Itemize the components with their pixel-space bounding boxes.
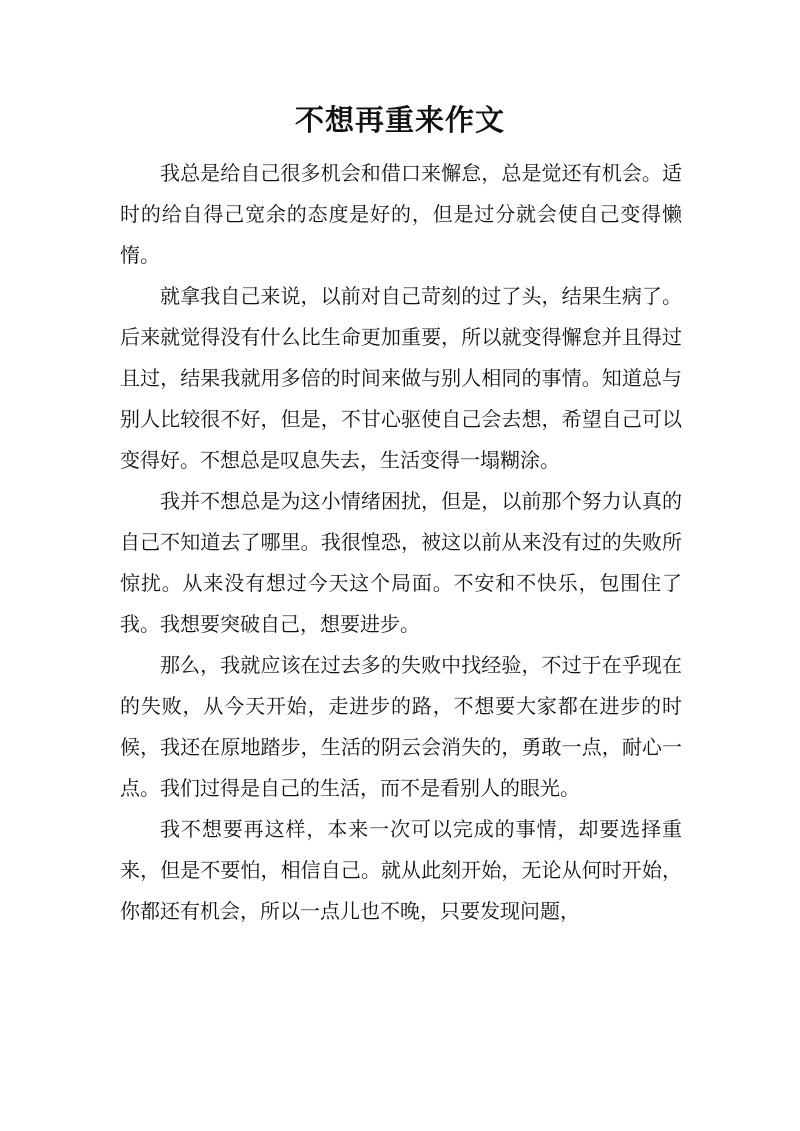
document-body (120, 153, 682, 932)
paragraph-1: 我总是给自己很多机会和借口来懈怠，总是觉还有机会。适时的给自得己宽余的态度是好的，但是过分就会使自己变得懒惰。 (120, 161, 682, 267)
document-title: 不想再重来作文 (294, 103, 505, 137)
paragraph-3: 我并不想总是为这小情绪困扰，但是，以前那个努力认真的自己不知道去了哪里。我很惶恐，被这以前从来没有过的失败所惊扰。从来没有想过今天这个局面。不安和不快乐，包围住了我。我想要突破自己，想要进步。 (120, 489, 682, 636)
paragraph-5: 我不想要再这样，本来一次可以完成的事情，却要选择重来，但是不要怕，相信自己。就从此刻开始，无论从何时开始，你都还有机会，所以一点儿也不晚，只要发现问题， (120, 817, 682, 923)
paragraph-4: 那么，我就应该在过去多的失败中找经验，不过于在乎现在的失败，从今天开始，走进步的路，不想要大家都在进步的时候，我还在原地踏步，生活的阴云会消失的，勇敢一点，耐心一点。我们过得是自己的生活，而不是看别人的眼光。 (120, 653, 682, 800)
paragraph-2: 就拿我自己来说，以前对自己苛刻的过了头，结果生病了。后来就觉得没有什么比生命更加重要，所以就变得懈怠并且得过且过，结果我就用多倍的时间来做与别人相同的事情。知道总与别人比较很不好，但是，不甘心驱使自己会去想，希望自己可以变得好。不想总是叹息失去，生活变得一塌糊涂。 (120, 284, 682, 472)
